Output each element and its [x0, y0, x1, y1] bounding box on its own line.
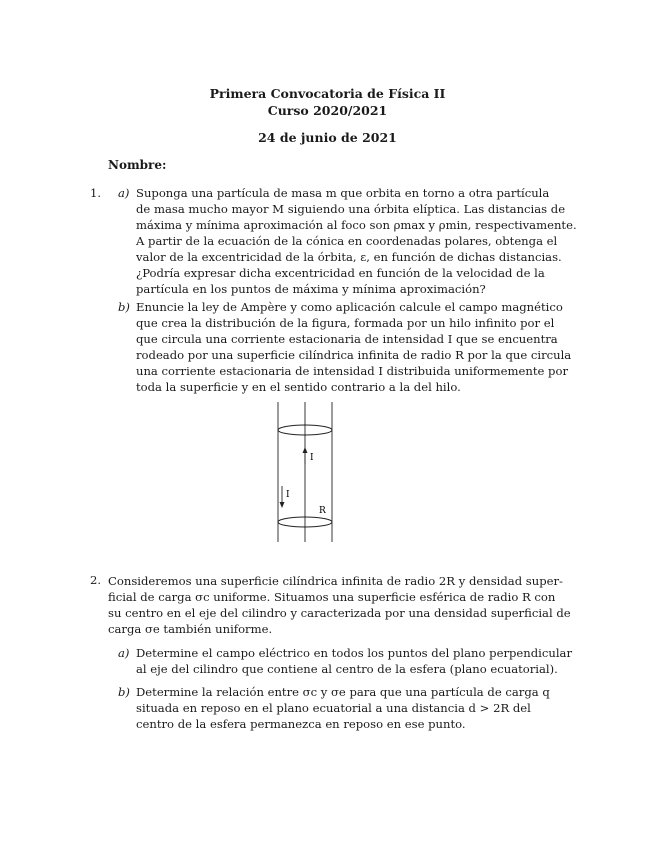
text-line: partícula en los puntos de máxima y mínima aproximación?: [136, 282, 486, 296]
text-line: carga σe también uniforme.: [108, 622, 273, 636]
text-line: toda la superficie y en el sentido contrario a la del hilo.: [136, 380, 461, 394]
text-line: que circula una corriente estacionaria de intensidad I que se encuentra: [136, 332, 558, 346]
text-line: rodeado por una superficie cilíndrica infinita de radio R por la que circula: [136, 348, 572, 362]
question-2-number: 2.: [90, 573, 102, 587]
text-line: Determine el campo eléctrico en todos los puntos del plano perpendicular: [136, 646, 572, 660]
question-1a-label: a): [118, 186, 130, 200]
text-line: A partir de la ecuación de la cónica en coordenadas polares, obtenga el: [136, 234, 558, 248]
text-line: Suponga una partícula de masa m que orbita en torno a otra partícula: [136, 186, 550, 200]
surface-current-label: I: [286, 490, 290, 500]
wire-current-label: I: [310, 453, 314, 463]
text-line: valor de la excentricidad de la órbita, ε, en función de dichas distancias.: [136, 250, 562, 264]
radius-label: R: [319, 506, 326, 516]
question-1-number: 1.: [90, 186, 102, 200]
text-line: que crea la distribución de la figura, formada por un hilo infinito por el: [136, 316, 555, 330]
up-arrow-head-icon: [303, 447, 308, 453]
text-line: su centro en el eje del cilindro y caracterizada por una densidad superficial de: [108, 606, 571, 620]
text-line: de masa mucho mayor M siguiendo una órbita elíptica. Las distancias de: [136, 202, 566, 216]
course-year: Curso 2020/2021: [267, 103, 388, 118]
text-line: situada en reposo en el plano ecuatorial a una distancia d > 2R del: [136, 701, 531, 715]
question-2b-label: b): [118, 685, 130, 699]
text-line: Determine la relación entre σc y σe para que una partícula de carga q: [136, 685, 550, 699]
question-2a-label: a): [118, 646, 130, 660]
text-line: al eje del cilindro que contiene al centro de la esfera (plano ecuatorial).: [136, 662, 558, 676]
text-line: Enuncie la ley de Ampère y como aplicación calcule el campo magnético: [136, 300, 563, 314]
text-line: ficial de carga σc uniforme. Situamos una superficie esférica de radio R con: [108, 590, 556, 604]
exam-title: Primera Convocatoria de Física II: [209, 86, 446, 101]
text-line: Consideremos una superficie cilíndrica infinita de radio 2R y densidad super-: [108, 574, 563, 588]
text-line: ¿Podría expresar dicha excentricidad en función de la velocidad de la: [136, 266, 545, 280]
text-line: una corriente estacionaria de intensidad I distribuida uniformemente por: [136, 364, 568, 378]
text-line: centro de la esfera permanezca en reposo en ese punto.: [136, 717, 466, 731]
cylinder-figure: [270, 402, 340, 542]
text-line: máxima y mínima aproximación al foco son ρmax y ρmin, respectivamente.: [136, 218, 577, 232]
down-arrow-head-icon: [280, 502, 285, 508]
name-label: Nombre:: [108, 158, 167, 172]
question-1b-label: b): [118, 300, 130, 314]
exam-date: 24 de junio de 2021: [258, 130, 397, 145]
